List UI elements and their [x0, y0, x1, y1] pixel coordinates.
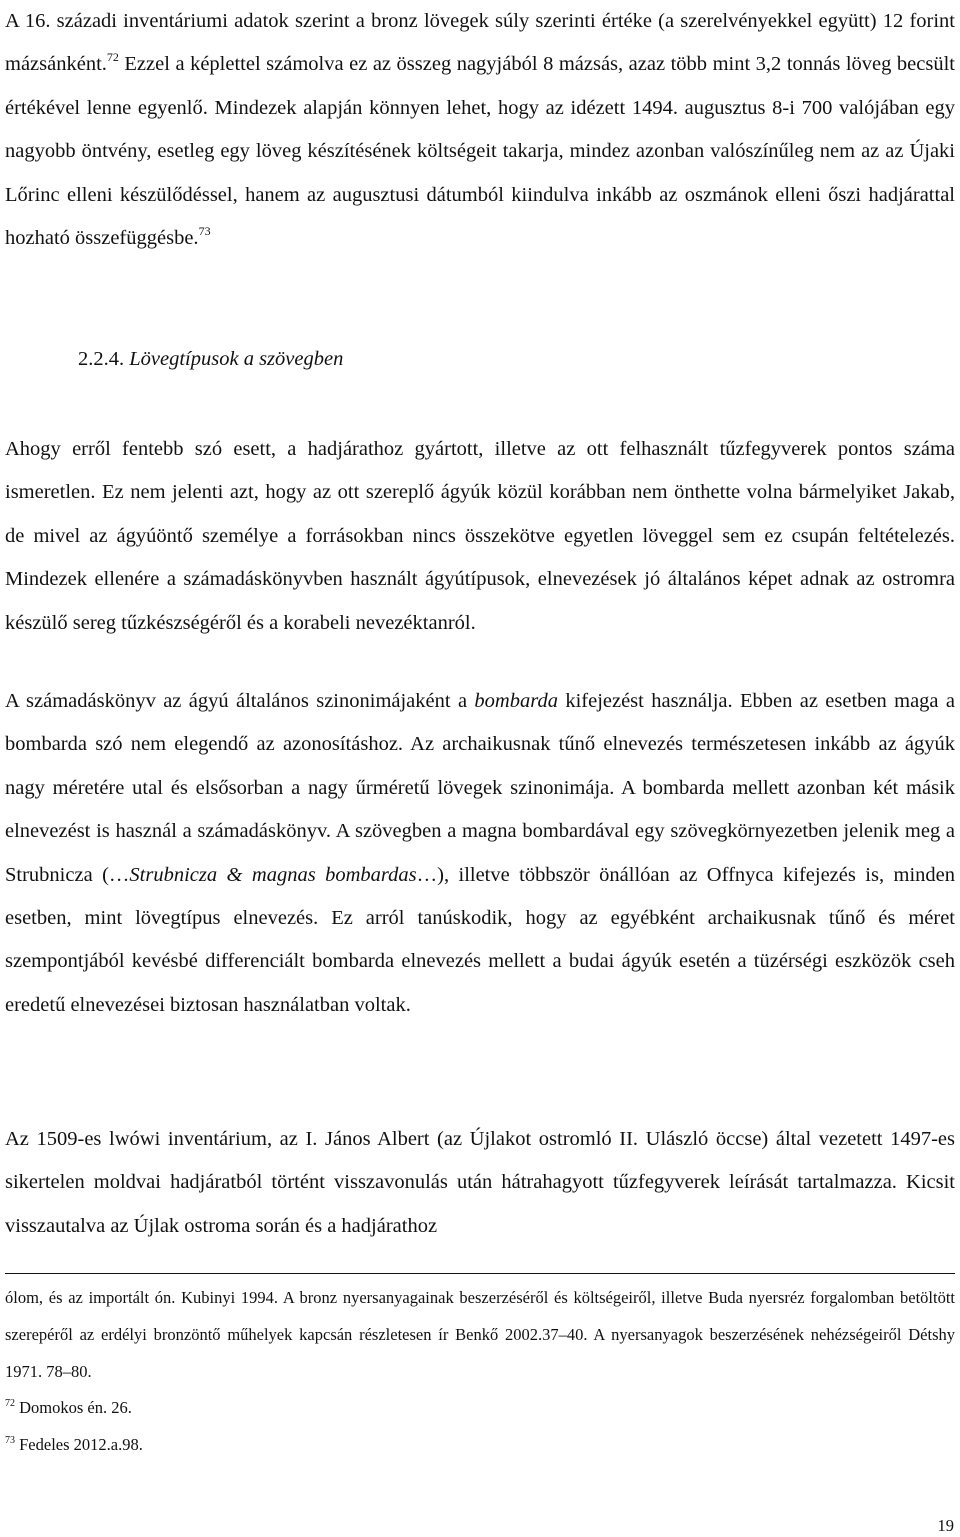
footnotes-area: [5, 1280, 955, 1464]
paragraph-price-of-bronze: [5, 0, 955, 260]
footnote-73: [5, 1427, 955, 1464]
paragraph-lwow-inventory: Az 1509-es lwówi inventárium, az I. János Albert (az Újlakot ostromló II. Ulászló öccse) által vezetett 1497-es sikertelen moldvai hadjáratból történt visszavonulás után hátrahagyott tűzfegyverek leírását tartalmazza. Kicsit visszautalva az Újlak ostroma során és a hadjárathoz: [5, 1128, 955, 1237]
italic-term-bombarda: bombarda: [474, 690, 558, 712]
paragraph-bombarda: [5, 680, 955, 1027]
page-number: 19: [937, 1516, 954, 1535]
footnote-marker: 72: [5, 1398, 15, 1410]
italic-quote-strubnicza: Strubnicza & magnas bombardas: [129, 863, 417, 886]
section-number: 2.2.4.: [78, 348, 125, 370]
paragraph-text: Ezzel a képlettel számolva ez az összeg nagyjából 8 mázsás, azaz több mint 3,2 tonnás löveg becsült értékével lenne egyenlő. Mindezek alapján könnyen lehet, hogy az idézett 1494. augusztus 8-i 700 valójában egy nagyobb öntvény, esetleg egy löveg készítésének költségeit takarja, mindez azonban valószínűleg nem az az Újaki Lőrinc elleni készülődéssel, hanem az augusztusi dátumból kiindulva inkább az oszmánok elleni őszi hadjárattal hozható összefüggésbe.: [5, 53, 955, 250]
footnote-72: [5, 1390, 955, 1427]
footnote-separator: [5, 1273, 955, 1274]
footnote-marker: 73: [5, 1435, 15, 1447]
footnote-text: Domokos én. 26.: [15, 1398, 132, 1418]
footnote-ref-72[interactable]: 72: [106, 50, 119, 65]
paragraph-text: A 16. századi inventáriumi adatok szerint a bronz lövegek súly szerinti értéke (a szerelvényekkel együtt) 12 forint mázsánként.: [5, 10, 955, 76]
section-title: Lövegtípusok a szövegben: [129, 348, 344, 370]
footnote-ref-73[interactable]: 73: [198, 224, 211, 239]
paragraph-weapons-count: Ahogy erről fentebb szó esett, a hadjárathoz gyártott, illetve az ott felhasznált tűzfegyverek pontos száma ismeretlen. Ez nem jelenti azt, hogy az ott szereplő ágyúk közül korábban nem önthette volna bármelyiket Jakab, de mivel az ágyúöntő személye a forrásokban nincs összekötve egyetlen löveggel sem ez csupán feltételezés. Mindezek ellenére a számadáskönyvben használt ágyútípusok, elnevezések jó általános képet adnak az ostromra készülő sereg tűzkészségéről és a korabeli nevezéktanról.: [5, 438, 955, 634]
paragraph-text: A számadáskönyv az ágyú általános szinonimájaként a: [5, 690, 475, 712]
paragraph-text: …), illetve többször önállóan az Offnyca kifejezés is, minden esetben, mint lövegtípus elnevezés. Ez arról tanúskodik, hogy az egyébként archaikusnak tűnő és méret szempontjából kevésbé differenciált bombarda elnevezés mellett a budai ágyúk esetén a tüzérségi eszközök cseh eredetű elnevezései biztosan használatban voltak.: [5, 863, 955, 1016]
footnote-continuation: ólom, és az importált ón. Kubinyi 1994. A bronz nyersanyagainak beszerzéséről és költségeiről, illetve Buda nyersréz forgalomban betöltött szerepéről az erdélyi bronzöntő műhelyek kapcsán részletesen ír Benkő 2002.37–40. A nyersanyagok beszerzésének nehézségeiről Détshy 1971. 78–80.: [5, 1288, 955, 1381]
footnote-text: Fedeles 2012.a.98.: [15, 1435, 143, 1455]
section-heading: [78, 338, 343, 381]
paragraph-text: kifejezést használja. Ebben az esetben maga a bombarda szó nem elegendő az azonosításhoz. Az archaikusnak tűnő elnevezés természetesen inkább az ágyúk nagy méretére utal és elsősorban a nagy űrméretű lövegek szinonimája. A bombarda mellett azonban két másik elnevezést is használ a számadáskönyv. A szövegben a magna bombardával egy szövegkörnyezetben jelenik meg a Strubnicza (…: [5, 690, 955, 886]
